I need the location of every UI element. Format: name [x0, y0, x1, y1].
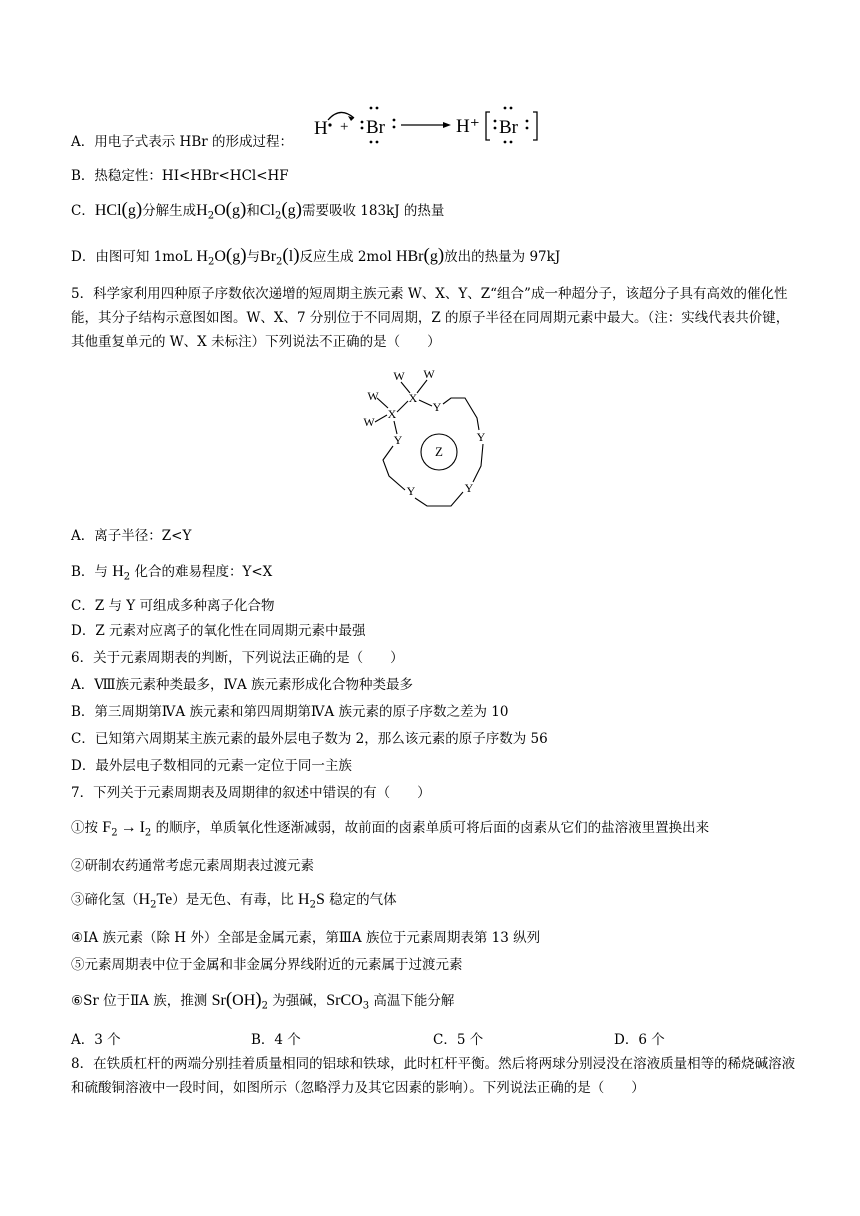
q5-option-a: A．离子半径：Z<Y — [71, 528, 192, 544]
q7-s6-pre: ⑥Sr 位于ⅡA 族，推测 — [71, 993, 212, 1009]
q4-c-mid2: 和 — [246, 203, 260, 219]
q5-option-d: D．Z 元素对应离子的氧化性在同周期元素中最强 — [71, 623, 366, 639]
q7-s1-i: I — [139, 819, 145, 836]
hbr-h-atom: H — [314, 118, 328, 139]
q4-d-state-1: g — [232, 248, 241, 265]
q7-s6-mid: 为强碱， — [267, 993, 327, 1009]
q5-option-c: C．Z 与 Y 可组成多种离子化合物 — [71, 598, 275, 614]
q4-c-mid1: 分解生成 — [142, 203, 197, 219]
q7-option-a: A．3 个 — [71, 1032, 121, 1048]
q4-d-mid2: 反应生成 2mol — [299, 249, 396, 265]
q5-b-h: H — [112, 563, 124, 580]
atom-z: Z — [435, 444, 443, 459]
q7-s6-srco-sub: 3 — [362, 1000, 370, 1012]
q4-d-state-2: l — [288, 248, 294, 265]
q6-option-b: B．第三周期第ⅣA 族元素和第四周期第ⅣA 族元素的原子序数之差为 10 — [71, 704, 509, 720]
atom-y-5: Y — [464, 481, 474, 495]
q7-s3-mid: ）是无色、有毒，比 — [172, 892, 298, 908]
q6-option-c: C．已知第六周期某主族元素的最外层电子数为 2，那么该元素的原子序数为 56 — [71, 731, 548, 747]
atom-w-3: W — [367, 389, 379, 403]
q4-c-h2o-h: H — [196, 202, 208, 219]
atom-y-1: Y — [432, 400, 442, 414]
q5-option-b — [71, 562, 272, 588]
q4-option-a-text: A．用电子式表示 HBr 的形成过程： — [71, 134, 293, 150]
q4-c-state-3: g — [287, 202, 296, 219]
hbr-h-ion: H⁺ — [456, 116, 480, 137]
q7-stem: 7．下列关于元素周期表及周期律的叙述中错误的有（ ） — [71, 785, 431, 801]
q7-statement-3 — [71, 890, 397, 916]
hbr-plus: + — [340, 119, 349, 135]
q4-d-hbr: HBr — [395, 248, 424, 265]
q4-d-post: 放出的热量为 97kJ — [444, 249, 561, 265]
q7-s3-h2s-sub: 2 — [309, 899, 316, 911]
q5-b-post: 化合的难易程度：Y<X — [130, 564, 273, 580]
q4-c-post: 需要吸收 183kJ 的热量 — [301, 203, 445, 219]
q4-c-h2o-o: O — [214, 202, 226, 219]
q4-d-mid1: 与 — [246, 249, 261, 265]
q7-s6-srco: SrCO — [326, 992, 363, 1009]
atom-w-1: W — [393, 369, 405, 383]
supermolecule-figure — [355, 366, 515, 516]
q7-s3-h-sub: 2 — [150, 899, 157, 911]
q7-s6-oh: OH — [232, 992, 256, 1009]
q7-s1-pre: ①按 — [71, 820, 103, 836]
q6-option-a: A．Ⅷ族元素种类最多，ⅣA 族元素形成化合物种类最多 — [71, 677, 414, 693]
atom-y-2: Y — [393, 433, 403, 447]
atom-w-4: W — [363, 415, 375, 429]
q4-option-b: B．热稳定性：HI<HBr<HCl<HF — [71, 168, 289, 184]
q7-s6-sr: Sr — [211, 992, 226, 1009]
q4-option-d: D．由图可知 1moL $H_2O(g)$与$Br_2(l)$反应生成 2mol HBr(g)放出的热量为 97kJ — [71, 245, 561, 268]
q7-s1-i-sub: 2 — [144, 827, 152, 839]
q7-s6-sub: 2 — [261, 1000, 268, 1012]
q4-c-label: C． — [71, 203, 95, 219]
q4-c-cl-sub: 2 — [274, 210, 282, 222]
atom-w-2: W — [423, 367, 435, 381]
q7-s3-te: Te — [156, 891, 173, 908]
q4-d-br-sub: 2 — [276, 256, 283, 268]
q7-statement-1 — [71, 818, 709, 844]
q6-stem: 6．关于元素周期表的判断，下列说法正确的是（ ） — [71, 650, 404, 666]
q4-option-a — [71, 132, 293, 152]
q7-statement-6: ⑥Sr 位于ⅡA 族，推测 $Sr(OH)_2$ 为强碱，SrCO$_3$ 高温下能分解 — [71, 989, 455, 1012]
q5-b-pre: B．与 — [71, 564, 113, 580]
q7-s1-arrow: → — [120, 819, 137, 836]
q4-c-state-1: g — [127, 202, 136, 219]
q7-s3-h2s-s: S — [315, 891, 325, 908]
q7-option-c: C．5 个 — [433, 1032, 484, 1048]
q7-s3-post: 稳定的气体 — [324, 892, 397, 908]
q7-option-d: D．6 个 — [614, 1032, 665, 1048]
q5-stem: 5．科学家利用四种原子序数依次递增的短周期主族元素 W、X、Y、Z“组合”成一种超分子，该超分子具有高效的催化性能，其分子结构示意图如图。W、X、7 分别位于不同周期，Z 的原子半径在同周期元素中最大。（注：实线代表共价键，其他重复单元的 W、X 未标注）下列说法不正确的是（ ） — [71, 286, 790, 350]
q5-b-h-sub: 2 — [123, 571, 131, 583]
hbr-electron-formula — [308, 100, 548, 150]
q8-stem: 8．在铁质杠杆的两端分别挂着质量相同的铝球和铁球，此时杠杆平衡。然后将两球分别浸没在溶液质量相等的稀烧碱溶液和硫酸铜溶液中一段时间，如图所示（忽略浮力及其它因素的影响）。下列说法正确的是（ ） — [71, 1056, 796, 1096]
q4-d-br: Br — [260, 248, 277, 265]
hbr-br-atom: Br — [366, 117, 385, 138]
q4-c-h2o-sub: 2 — [207, 210, 215, 222]
atom-y-3: Y — [476, 430, 486, 444]
q7-s6-post: 高温下能分解 — [369, 993, 455, 1009]
q7-statement-5: ⑤元素周期表中位于金属和非金属分界线附近的元素属于过渡元素 — [71, 957, 463, 973]
q4-d-h2o-o: O — [214, 248, 226, 265]
q4-d-h2o-h: H — [196, 248, 208, 265]
q7-s1-f-sub: 2 — [111, 827, 118, 839]
q4-c-hcl: HCl — [94, 202, 122, 219]
atom-x-2: X — [387, 407, 397, 421]
q7-option-b: B．4 个 — [251, 1032, 301, 1048]
atom-y-4: Y — [406, 484, 416, 498]
q4-d-state-3: g — [429, 248, 438, 265]
q7-s3-h2s-h: H — [298, 891, 310, 908]
q4-d-h2o-sub: 2 — [207, 256, 215, 268]
q7-statement-2: ②研制农药通常考虑元素周期表过渡元素 — [71, 858, 314, 874]
q4-c-state-2: g — [232, 202, 240, 219]
q7-statement-4: ④ⅠA 族元素（除 H 外）全部是金属元素，第ⅢA 族位于元素周期表第 13 纵列 — [71, 930, 541, 946]
q7-s3-pre: ③碲化氢（ — [71, 892, 139, 908]
atom-x-1: X — [408, 391, 418, 405]
hbr-br-ion: Br — [499, 117, 518, 138]
q7-s1-f: F — [102, 819, 112, 836]
q7-s1-post: 的顺序，单质氧化性逐渐减弱，故前面的卤素单质可将后面的卤素从它们的盐溶液里置换出来 — [151, 820, 710, 836]
q6-option-d: D．最外层电子数相同的元素一定位于同一主族 — [71, 758, 352, 774]
q7-s3-h: H — [138, 891, 151, 908]
q4-option-c: C．HCl(g)分解生成$H_2O(g)$和$Cl_2(g)$需要吸收 183kJ 的热量 — [71, 199, 445, 222]
q4-c-cl: Cl — [259, 202, 275, 219]
q4-d-pre: D．由图可知 1moL — [71, 249, 197, 265]
